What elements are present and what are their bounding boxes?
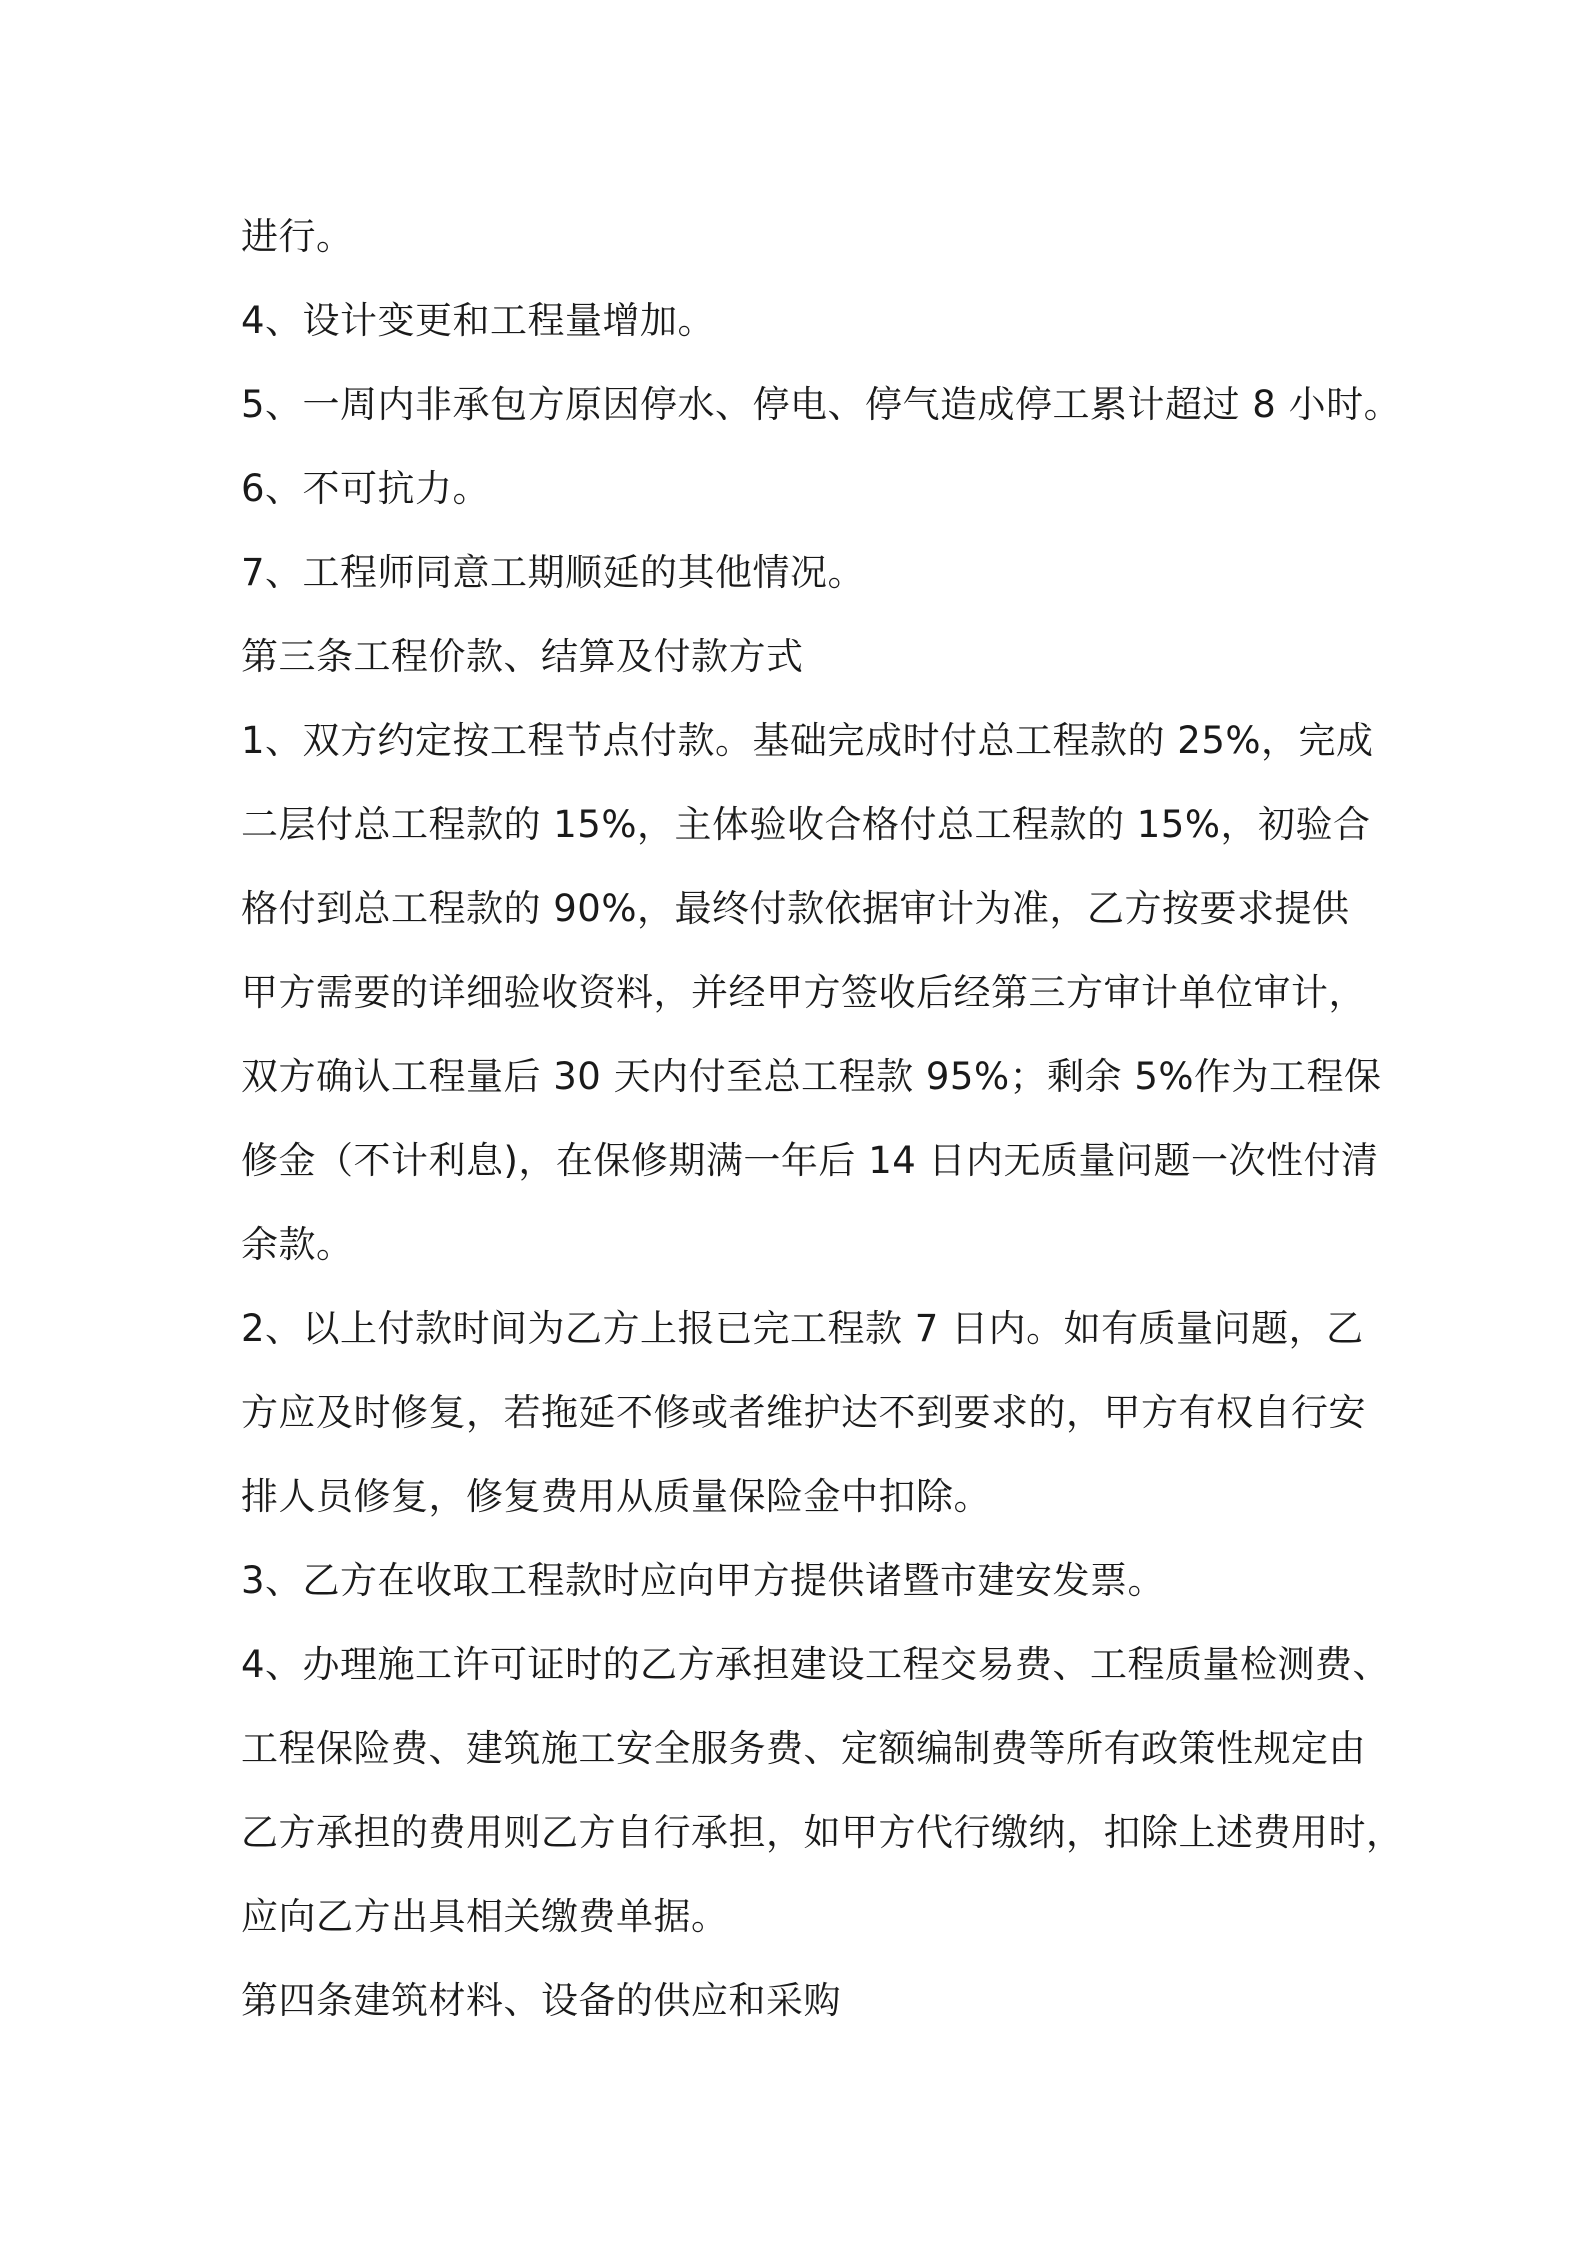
section-heading-article-4: 第四条建筑材料、设备的供应和采购 [241, 1979, 841, 2022]
paragraph-line: 1、双方约定按工程节点付款。基础完成时付总工程款的 25%，完成 [241, 719, 1374, 762]
list-item-7: 7、工程师同意工期顺延的其他情况。 [241, 551, 866, 594]
paragraph-line: 4、办理施工许可证时的乙方承担建设工程交易费、工程质量检测费、 [241, 1643, 1391, 1686]
paragraph-line: 应向乙方出具相关缴费单据。 [241, 1895, 729, 1938]
paragraph-line: 排人员修复，修复费用从质量保险金中扣除。 [241, 1475, 991, 1518]
list-item-4: 4、设计变更和工程量增加。 [241, 299, 716, 342]
list-item-6: 6、不可抗力。 [241, 467, 491, 510]
paragraph-line: 3、乙方在收取工程款时应向甲方提供诸暨市建安发票。 [241, 1559, 1166, 1602]
section-heading-article-3: 第三条工程价款、结算及付款方式 [241, 635, 804, 678]
paragraph-line: 乙方承担的费用则乙方自行承担，如甲方代行缴纳，扣除上述费用时， [241, 1811, 1404, 1854]
paragraph-line: 二层付总工程款的 15%，主体验收合格付总工程款的 15%，初验合 [241, 803, 1371, 846]
paragraph-line: 甲方需要的详细验收资料，并经甲方签收后经第三方审计单位审计， [241, 971, 1366, 1014]
paragraph-line: 双方确认工程量后 30 天内付至总工程款 95%；剩余 5%作为工程保 [241, 1055, 1382, 1098]
text-line: 进行。 [241, 215, 354, 258]
paragraph-line: 方应及时修复，若拖延不修或者维护达不到要求的，甲方有权自行安 [241, 1391, 1366, 1434]
list-item-5: 5、一周内非承包方原因停水、停电、停气造成停工累计超过 8 小时。 [241, 383, 1402, 426]
paragraph-line: 2、以上付款时间为乙方上报已完工程款 7 日内。如有质量问题，乙 [241, 1307, 1364, 1350]
paragraph-line: 格付到总工程款的 90%，最终付款依据审计为准，乙方按要求提供 [241, 887, 1350, 930]
paragraph-line: 工程保险费、建筑施工安全服务费、定额编制费等所有政策性规定由 [241, 1727, 1366, 1770]
document-page [241, 195, 1404, 2043]
paragraph-line: 修金（不计利息)，在保修期满一年后 14 日内无质量问题一次性付清 [241, 1139, 1379, 1182]
paragraph-line: 余款。 [241, 1223, 354, 1266]
